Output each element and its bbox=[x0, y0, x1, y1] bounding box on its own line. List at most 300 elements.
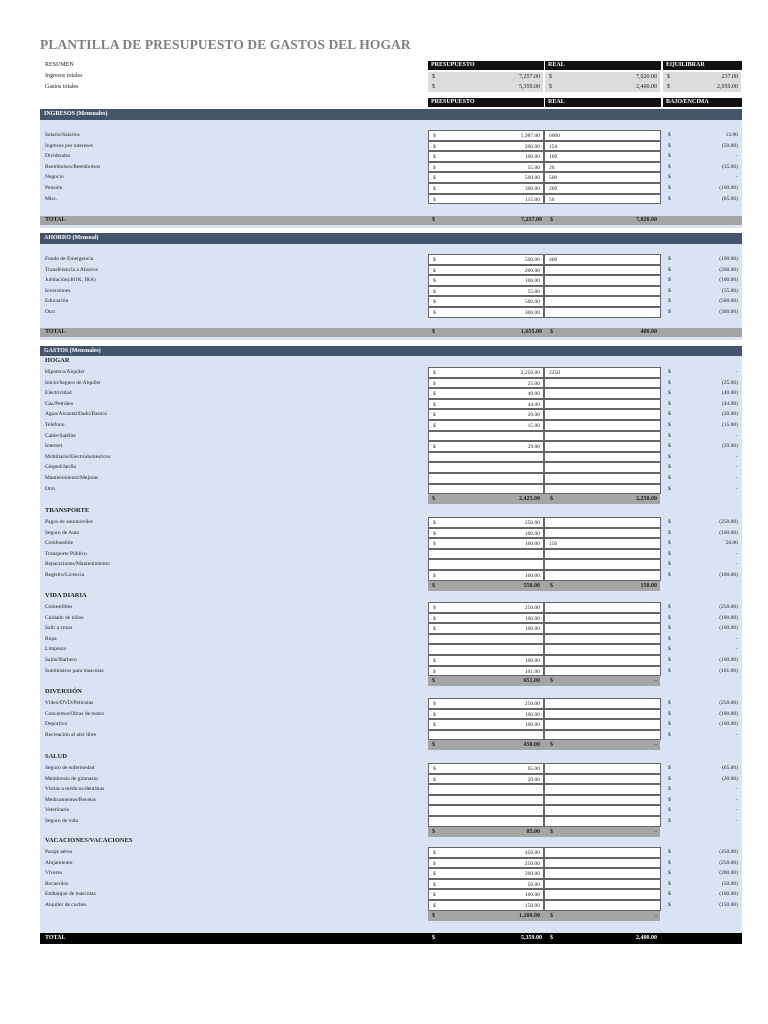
diff-value: (29.00) bbox=[721, 443, 738, 450]
expense-row bbox=[40, 378, 742, 389]
budget-value: 55.00 bbox=[527, 288, 540, 295]
currency-symbol: $ bbox=[432, 582, 435, 589]
diff-value: (200.00) bbox=[719, 870, 738, 877]
budget-cell[interactable] bbox=[428, 879, 544, 890]
total-label: TOTAL bbox=[45, 935, 66, 941]
currency-symbol: $ bbox=[433, 711, 436, 718]
real-cell[interactable] bbox=[544, 613, 661, 624]
currency-symbol: $ bbox=[668, 625, 671, 632]
row-label: Recuerdos bbox=[45, 880, 69, 887]
budget-cell[interactable] bbox=[428, 265, 544, 276]
currency-symbol: $ bbox=[668, 849, 671, 855]
summary-real-value: 7,020.00 bbox=[636, 73, 657, 80]
real-cell[interactable] bbox=[544, 709, 661, 720]
budget-cell[interactable] bbox=[428, 623, 544, 634]
budget-cell[interactable] bbox=[428, 484, 544, 495]
currency-symbol: $ bbox=[550, 912, 553, 919]
category-label: TRANSPORTE bbox=[45, 507, 90, 514]
diff-value: - bbox=[736, 818, 738, 824]
budget-value: 25.00 bbox=[527, 380, 540, 387]
budget-value: 100.00 bbox=[524, 154, 540, 161]
real-cell[interactable] bbox=[544, 774, 661, 785]
savings-row bbox=[40, 275, 742, 286]
budget-cell[interactable] bbox=[428, 286, 544, 297]
budget-value: 200.00 bbox=[524, 143, 540, 150]
budget-cell[interactable] bbox=[428, 452, 544, 463]
real-cell[interactable] bbox=[544, 602, 661, 613]
expense-row bbox=[40, 634, 742, 645]
row-label: Seguro de vida bbox=[45, 818, 78, 824]
summary-real-cell bbox=[545, 72, 661, 82]
row-label: Recreación al aire libre bbox=[45, 731, 97, 738]
budget-cell[interactable] bbox=[428, 858, 544, 869]
real-cell[interactable] bbox=[544, 286, 661, 297]
diff-value: (100.00) bbox=[719, 572, 738, 578]
total-budget: 1,655.00 bbox=[521, 329, 542, 335]
currency-symbol: $ bbox=[433, 257, 436, 263]
currency-symbol: $ bbox=[668, 379, 671, 386]
real-cell[interactable] bbox=[544, 141, 661, 152]
currency-symbol: $ bbox=[668, 464, 671, 471]
currency-symbol: $ bbox=[433, 573, 436, 579]
real-cell[interactable] bbox=[544, 559, 661, 570]
budget-cell[interactable] bbox=[428, 559, 544, 570]
currency-symbol: $ bbox=[433, 391, 436, 398]
budget-cell[interactable] bbox=[428, 868, 544, 879]
budget-cell[interactable] bbox=[428, 709, 544, 720]
category-subtotal bbox=[428, 911, 660, 921]
income-row bbox=[40, 130, 742, 141]
diff-value: - bbox=[736, 561, 738, 568]
budget-value: 100.00 bbox=[524, 711, 540, 718]
real-cell[interactable] bbox=[544, 265, 661, 276]
budget-cell[interactable] bbox=[428, 570, 544, 581]
currency-symbol: $ bbox=[668, 765, 671, 771]
row-label: Visitas a médicos/dentistas bbox=[45, 786, 105, 793]
budget-cell[interactable] bbox=[428, 409, 544, 420]
real-cell[interactable] bbox=[544, 254, 661, 265]
real-cell[interactable] bbox=[544, 666, 661, 677]
currency-symbol: $ bbox=[668, 721, 671, 728]
real-cell[interactable] bbox=[544, 441, 661, 452]
currency-symbol: $ bbox=[668, 142, 671, 149]
real-cell[interactable] bbox=[544, 296, 661, 307]
summary-diff-cell bbox=[663, 72, 742, 82]
diff-value: - bbox=[736, 807, 738, 814]
section-header-ahorro: AHORRO (Mensual) bbox=[40, 233, 742, 244]
expense-row bbox=[40, 879, 742, 890]
budget-value: 100.00 bbox=[524, 615, 540, 622]
budget-cell[interactable] bbox=[428, 254, 544, 265]
budget-value: 300.00 bbox=[524, 186, 540, 192]
budget-cell[interactable] bbox=[428, 847, 544, 858]
budget-cell[interactable] bbox=[428, 900, 544, 911]
currency-symbol: $ bbox=[668, 256, 671, 262]
budget-value: 100.00 bbox=[524, 541, 540, 548]
budget-value: 15.00 bbox=[527, 423, 540, 429]
expense-row bbox=[40, 388, 742, 399]
budget-cell[interactable] bbox=[428, 784, 544, 795]
real-cell[interactable] bbox=[544, 275, 661, 286]
real-cell[interactable] bbox=[544, 549, 661, 560]
real-cell[interactable] bbox=[544, 484, 661, 495]
real-cell[interactable] bbox=[544, 420, 661, 431]
diff-value: (100.00) bbox=[719, 529, 738, 536]
diff-value: - bbox=[736, 635, 738, 642]
diff-value: (250.00) bbox=[719, 519, 738, 525]
currency-symbol: $ bbox=[550, 678, 553, 685]
income-row bbox=[40, 162, 742, 173]
currency-symbol: $ bbox=[432, 678, 435, 685]
row-label: Transferencia a Ahorros bbox=[45, 266, 98, 273]
row-label: Transporte Público bbox=[45, 550, 87, 557]
category-subtotal bbox=[428, 494, 660, 504]
row-label: Educación bbox=[45, 298, 69, 305]
diff-value: (100.00) bbox=[719, 185, 738, 191]
currency-symbol: $ bbox=[432, 329, 435, 335]
budget-cell[interactable] bbox=[428, 538, 544, 549]
budget-cell[interactable] bbox=[428, 666, 544, 677]
budget-cell[interactable] bbox=[428, 307, 544, 318]
budget-cell[interactable] bbox=[428, 183, 544, 194]
currency-symbol: $ bbox=[668, 604, 671, 610]
expense-row bbox=[40, 420, 742, 431]
currency-symbol: $ bbox=[433, 196, 436, 203]
currency-symbol: $ bbox=[668, 453, 671, 460]
expense-row bbox=[40, 763, 742, 774]
currency-symbol: $ bbox=[668, 775, 671, 782]
expense-row bbox=[40, 784, 742, 795]
diff-value: - bbox=[736, 646, 738, 653]
budget-value: 55.00 bbox=[527, 164, 540, 171]
real-cell[interactable] bbox=[544, 378, 661, 389]
real-cell[interactable] bbox=[544, 868, 661, 879]
row-label: Ingresos por intereses bbox=[45, 142, 93, 149]
summary-budget-value: 7,257.00 bbox=[519, 73, 540, 80]
real-cell[interactable] bbox=[544, 900, 661, 911]
real-cell[interactable] bbox=[544, 399, 661, 410]
row-label: Suministros para mascotas bbox=[45, 667, 104, 674]
row-label: Gas/Petróleo bbox=[45, 400, 74, 407]
budget-cell[interactable] bbox=[428, 420, 544, 431]
currency-symbol: $ bbox=[432, 828, 435, 835]
row-label: Hipoteca/Alquiler bbox=[45, 369, 85, 375]
budget-cell[interactable] bbox=[428, 602, 544, 613]
currency-symbol: $ bbox=[432, 935, 435, 941]
real-cell[interactable] bbox=[544, 623, 661, 634]
row-label: Víveres bbox=[45, 870, 63, 877]
currency-symbol: $ bbox=[433, 658, 436, 664]
real-cell[interactable] bbox=[544, 473, 661, 484]
currency-symbol: $ bbox=[433, 143, 436, 150]
subtotal-real: - bbox=[655, 678, 657, 685]
budget-value: 40.00 bbox=[527, 391, 540, 398]
expense-row bbox=[40, 623, 742, 634]
budget-cell[interactable] bbox=[428, 634, 544, 645]
savings-row bbox=[40, 296, 742, 307]
real-cell[interactable] bbox=[544, 517, 661, 528]
real-cell[interactable] bbox=[544, 634, 661, 645]
subtotal-real: - bbox=[655, 828, 657, 835]
category-label: VACACIONES/VACACIONES bbox=[45, 837, 133, 844]
currency-symbol: $ bbox=[668, 443, 671, 450]
subtotal-budget: 85.00 bbox=[526, 828, 540, 835]
diff-value: - bbox=[736, 369, 738, 375]
currency-symbol: $ bbox=[668, 174, 671, 181]
currency-symbol: $ bbox=[433, 776, 436, 783]
budget-cell[interactable] bbox=[428, 528, 544, 539]
row-label: Vídeo/DVD/Películas bbox=[45, 700, 94, 706]
expense-row bbox=[40, 570, 742, 581]
row-label: Pensión bbox=[45, 185, 63, 191]
real-cell[interactable] bbox=[544, 730, 661, 741]
budget-value: 500.00 bbox=[524, 257, 540, 263]
currency-symbol: $ bbox=[668, 902, 671, 908]
expense-row bbox=[40, 602, 742, 613]
budget-cell[interactable] bbox=[428, 296, 544, 307]
budget-value: 100.00 bbox=[524, 626, 540, 633]
summary-real-value: 2,400.00 bbox=[636, 84, 657, 90]
real-cell[interactable] bbox=[544, 367, 661, 378]
currency-symbol: $ bbox=[433, 288, 436, 295]
summary-diff-value: 237.00 bbox=[721, 73, 738, 80]
real-cell[interactable] bbox=[544, 719, 661, 730]
currency-symbol: $ bbox=[668, 635, 671, 642]
budget-cell[interactable] bbox=[428, 549, 544, 560]
budget-cell[interactable] bbox=[428, 473, 544, 484]
savings-row bbox=[40, 307, 742, 318]
real-cell[interactable] bbox=[544, 763, 661, 774]
subtotal-real: - bbox=[655, 912, 657, 919]
row-label: Combustible bbox=[45, 540, 74, 547]
real-cell[interactable] bbox=[544, 847, 661, 858]
real-cell[interactable] bbox=[544, 655, 661, 666]
subtotal-budget: 651.00 bbox=[523, 678, 540, 685]
real-cell[interactable] bbox=[544, 194, 661, 205]
expense-row bbox=[40, 900, 742, 911]
row-label: Embarque de mascotas bbox=[45, 891, 96, 898]
real-cell[interactable] bbox=[544, 183, 661, 194]
real-cell[interactable] bbox=[544, 816, 661, 827]
real-cell[interactable] bbox=[544, 795, 661, 806]
income-row bbox=[40, 183, 742, 194]
budget-cell[interactable] bbox=[428, 795, 544, 806]
budget-cell[interactable] bbox=[428, 517, 544, 528]
real-cell[interactable] bbox=[544, 172, 661, 183]
currency-symbol: $ bbox=[668, 309, 671, 315]
budget-value: 500.00 bbox=[524, 175, 540, 182]
currency-symbol: $ bbox=[668, 422, 671, 428]
real-cell[interactable] bbox=[544, 388, 661, 399]
currency-symbol: $ bbox=[433, 892, 436, 899]
real-value: 2250 bbox=[549, 370, 560, 376]
real-cell[interactable] bbox=[544, 889, 661, 900]
expense-row bbox=[40, 805, 742, 816]
budget-cell[interactable] bbox=[428, 763, 544, 774]
expense-row bbox=[40, 399, 742, 410]
real-cell[interactable] bbox=[544, 698, 661, 709]
currency-symbol: $ bbox=[433, 701, 436, 707]
currency-symbol: $ bbox=[432, 217, 435, 223]
budget-cell[interactable] bbox=[428, 275, 544, 286]
diff-value: (15.00) bbox=[721, 422, 738, 428]
currency-symbol: $ bbox=[549, 84, 552, 90]
real-cell[interactable] bbox=[544, 570, 661, 581]
budget-cell[interactable] bbox=[428, 151, 544, 162]
budget-cell[interactable] bbox=[428, 655, 544, 666]
real-cell[interactable] bbox=[544, 130, 661, 141]
diff-value: 50.00 bbox=[725, 540, 738, 547]
expense-row bbox=[40, 868, 742, 879]
budget-value: 20.00 bbox=[527, 776, 540, 783]
currency-symbol: $ bbox=[433, 299, 436, 306]
budget-value: 300.00 bbox=[524, 310, 540, 316]
row-label: Medicamentos/Recetas bbox=[45, 796, 97, 803]
expense-row bbox=[40, 452, 742, 463]
real-cell[interactable] bbox=[544, 462, 661, 473]
diff-value: - bbox=[736, 731, 738, 738]
budget-cell[interactable] bbox=[428, 774, 544, 785]
budget-cell[interactable] bbox=[428, 367, 544, 378]
income-row bbox=[40, 151, 742, 162]
diff-value: (450.00) bbox=[719, 849, 738, 855]
expense-row bbox=[40, 441, 742, 452]
budget-cell[interactable] bbox=[428, 889, 544, 900]
col-header-budget: PRESUPUESTO bbox=[428, 98, 544, 107]
real-cell[interactable] bbox=[544, 858, 661, 869]
real-cell[interactable] bbox=[544, 538, 661, 549]
currency-symbol: $ bbox=[433, 186, 436, 192]
currency-symbol: $ bbox=[433, 133, 436, 139]
expense-row bbox=[40, 655, 742, 666]
budget-cell[interactable] bbox=[428, 719, 544, 730]
real-value: 400 bbox=[549, 257, 558, 263]
row-label: Mobiliario/Electrodomésticos bbox=[45, 453, 111, 460]
budget-cell[interactable] bbox=[428, 805, 544, 816]
expense-row bbox=[40, 409, 742, 420]
currency-symbol: $ bbox=[433, 520, 436, 526]
real-cell[interactable] bbox=[544, 528, 661, 539]
currency-symbol: $ bbox=[668, 519, 671, 525]
budget-cell[interactable] bbox=[428, 141, 544, 152]
currency-symbol: $ bbox=[668, 266, 671, 273]
diff-value: (500.00) bbox=[719, 298, 738, 305]
real-cell[interactable] bbox=[544, 452, 661, 463]
expense-row bbox=[40, 644, 742, 655]
currency-symbol: $ bbox=[433, 267, 436, 274]
row-label: Teléfono bbox=[45, 422, 65, 428]
subtotal-real: 150.00 bbox=[640, 582, 657, 589]
budget-cell[interactable] bbox=[428, 194, 544, 205]
budget-cell[interactable] bbox=[428, 378, 544, 389]
budget-cell[interactable] bbox=[428, 399, 544, 410]
currency-symbol: $ bbox=[668, 540, 671, 547]
currency-symbol: $ bbox=[550, 329, 553, 335]
budget-cell[interactable] bbox=[428, 431, 544, 442]
currency-symbol: $ bbox=[668, 657, 671, 663]
row-label: Otro bbox=[45, 309, 56, 315]
budget-cell[interactable] bbox=[428, 816, 544, 827]
diff-value: (20.00) bbox=[721, 411, 738, 418]
real-cell[interactable] bbox=[544, 307, 661, 318]
diff-value: (250.00) bbox=[719, 700, 738, 706]
row-label: Agua/Alcantarillado/Basura bbox=[45, 411, 107, 418]
diff-value: (150.00) bbox=[719, 902, 738, 908]
expense-row bbox=[40, 549, 742, 560]
budget-cell[interactable] bbox=[428, 730, 544, 741]
currency-symbol: $ bbox=[668, 891, 671, 898]
real-cell[interactable] bbox=[544, 162, 661, 173]
budget-cell[interactable] bbox=[428, 462, 544, 473]
diff-value: - bbox=[736, 786, 738, 793]
currency-symbol: $ bbox=[550, 742, 553, 749]
diff-value: - bbox=[736, 464, 738, 471]
currency-symbol: $ bbox=[668, 561, 671, 568]
budget-value: 100.00 bbox=[524, 573, 540, 579]
currency-symbol: $ bbox=[668, 298, 671, 305]
real-cell[interactable] bbox=[544, 431, 661, 442]
budget-cell[interactable] bbox=[428, 388, 544, 399]
ahorro-total bbox=[40, 328, 742, 337]
real-cell[interactable] bbox=[544, 784, 661, 795]
currency-symbol: $ bbox=[668, 185, 671, 191]
ingresos-total bbox=[40, 216, 742, 225]
real-cell[interactable] bbox=[544, 879, 661, 890]
real-cell[interactable] bbox=[544, 644, 661, 655]
summary-real-cell bbox=[545, 82, 661, 92]
summary-budget-cell bbox=[428, 82, 544, 92]
currency-symbol: $ bbox=[668, 796, 671, 803]
budget-cell[interactable] bbox=[428, 613, 544, 624]
summary-row-label: Ingresos totales bbox=[45, 73, 83, 79]
budget-cell[interactable] bbox=[428, 644, 544, 655]
income-row bbox=[40, 172, 742, 183]
currency-symbol: $ bbox=[668, 287, 671, 294]
currency-symbol: $ bbox=[433, 881, 436, 888]
currency-symbol: $ bbox=[668, 614, 671, 621]
budget-cell[interactable] bbox=[428, 441, 544, 452]
row-label: Césped/Jardín bbox=[45, 464, 77, 471]
currency-symbol: $ bbox=[668, 870, 671, 877]
diff-value: (100.00) bbox=[719, 657, 738, 663]
budget-cell[interactable] bbox=[428, 172, 544, 183]
total-real: 7,020.00 bbox=[636, 217, 657, 223]
diff-value: (25.00) bbox=[721, 379, 738, 386]
currency-symbol: $ bbox=[433, 903, 436, 909]
budget-cell[interactable] bbox=[428, 130, 544, 141]
real-cell[interactable] bbox=[544, 151, 661, 162]
budget-value: 20.00 bbox=[527, 412, 540, 419]
budget-value: 250.00 bbox=[524, 605, 540, 611]
budget-value: 250.00 bbox=[524, 701, 540, 707]
row-label: Cuidado de niños bbox=[45, 614, 84, 621]
expense-row bbox=[40, 719, 742, 730]
summary-diff-cell bbox=[663, 82, 742, 92]
currency-symbol: $ bbox=[668, 369, 671, 375]
subtotal-real: 2,250.00 bbox=[636, 496, 657, 503]
real-cell[interactable] bbox=[544, 805, 661, 816]
budget-cell[interactable] bbox=[428, 162, 544, 173]
currency-symbol: $ bbox=[668, 710, 671, 717]
row-label: Ropa bbox=[45, 635, 57, 642]
row-label: Conciertos/Obras de teatro bbox=[45, 710, 104, 717]
real-cell[interactable] bbox=[544, 409, 661, 420]
category-label: HOGAR bbox=[45, 357, 70, 364]
budget-cell[interactable] bbox=[428, 698, 544, 709]
col-header-over-under: BAJO/ENCIMA bbox=[663, 98, 742, 107]
subtotal-budget: 450.00 bbox=[523, 742, 540, 749]
currency-symbol: $ bbox=[432, 73, 435, 80]
